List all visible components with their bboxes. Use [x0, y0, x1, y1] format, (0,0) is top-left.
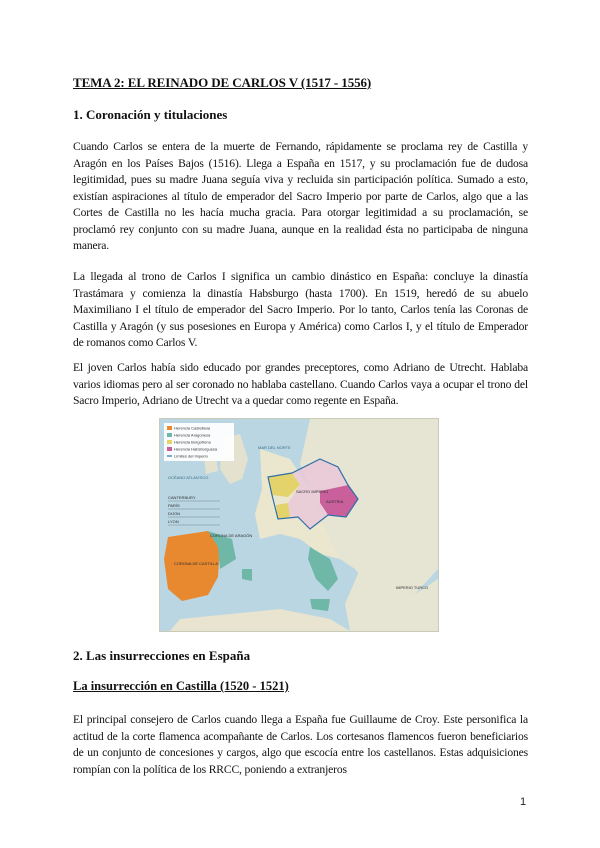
- map-label-ref-4: LYON: [168, 519, 179, 524]
- legend-swatch-aragon: [167, 433, 172, 437]
- section-heading-insurrecciones: 2. Las insurrecciones en España: [73, 648, 251, 663]
- legend-label-limites: Límites del Imperio: [174, 453, 208, 459]
- map-label-sea-north: MAR DEL NORTE: [258, 445, 291, 450]
- legend-label-aragon: Herencia Aragonesa: [174, 432, 211, 438]
- paragraph-coronacion-2: La llegada al trono de Carlos I significa un cambio dinástico en España: concluye la dinastía Trastámara y comienza la dinastía Habsburgo (hasta 1700). En 1519, heredó de su abuelo Maximiliano I el título de emperador del Sacro Imperio. Por lo tanto, Carlos tenía las Coronas de Castilla y Aragón (y sus posesiones en Europa y América) como Carlos I, y el título de Emperador de romanos como Carlos V.: [73, 270, 528, 349]
- document-title: TEMA 2: EL REINADO DE CARLOS V (1517 - 1556): [73, 75, 372, 90]
- legend-label-borgona: Herencia Borgoñona: [174, 439, 211, 445]
- map-label-aragon: CORONA DE ARAGÓN: [210, 533, 253, 538]
- page-number: 1: [520, 796, 527, 808]
- map-label-ocean: OCÉANO ATLÁNTICO: [168, 475, 209, 480]
- legend-swatch-castilla: [167, 426, 172, 430]
- paragraph-coronacion-3: El joven Carlos había sido educado por grandes preceptores, como Adriano de Utrecht. Hablaba varios idiomas pero al ser coronado no hablaba castellano. Cuando Carlos vaya a ocupar el trono del Sacro Imperio, Adriano de Utrecht va a quedar como regente en España.: [73, 361, 528, 407]
- map-figure-herencia-carlos: [159, 418, 439, 632]
- paragraph-insurreccion-1: El principal consejero de Carlos cuando llega a España fue Guillaume de Croy. Este personifica la actitud de la corte flamenca acompañante de Carlos. Los cortesanos flamencos fueron beneficiarios de un conjunto de concesiones y cargos, algo que escocía entre los castellanos. Estas adquisiciones rompían con la política de los RRCC, poniendo a extranjeros: [73, 713, 528, 776]
- legend-label-habsburgo: Herencia Habsburguesa: [174, 446, 218, 452]
- legend-swatch-borgona: [167, 440, 172, 444]
- map-label-ref-1: CANTERBURY: [168, 495, 196, 500]
- europe-map: [160, 419, 438, 631]
- subheading-insurreccion-castilla: La insurrección en Castilla (1520 - 1521): [73, 679, 289, 693]
- legend-swatch-habsburgo: [167, 447, 172, 451]
- map-label-ref-3: DIJON: [168, 511, 180, 516]
- map-label-ref-2: PARÍS: [168, 503, 180, 508]
- map-label-turco: IMPERIO TURCO: [396, 585, 429, 590]
- map-label-castilla: CORONA DE CASTILLA: [174, 561, 219, 566]
- section-heading-coronacion: 1. Coronación y titulaciones: [73, 107, 228, 122]
- paragraph-coronacion-1: Cuando Carlos se entera de la muerte de Fernando, rápidamente se proclama rey de Castilla y Aragón en los Países Bajos (1516). Llega a España en 1517, y su proclamación fue de dudosa legitimidad, pues su madre Juana seguía viva y recluida sin participación política. Sumado a esto, existían aspiraciones al título de emperador del Sacro Imperio por parte de Carlos, algo que a las Cortes de Castilla no les hacía mucha gracia. Para otorgar legitimidad a su proclamación, se proclamó rey conjunto con su madre Juana, aunque en la realidad ésta no participaba de ninguna manera.: [73, 140, 528, 252]
- map-label-austria: AUSTRIA: [326, 499, 344, 504]
- map-label-imperio: SACRO IMPERIO: [296, 489, 329, 494]
- legend-label-castilla: Herencia Castellana: [174, 425, 211, 431]
